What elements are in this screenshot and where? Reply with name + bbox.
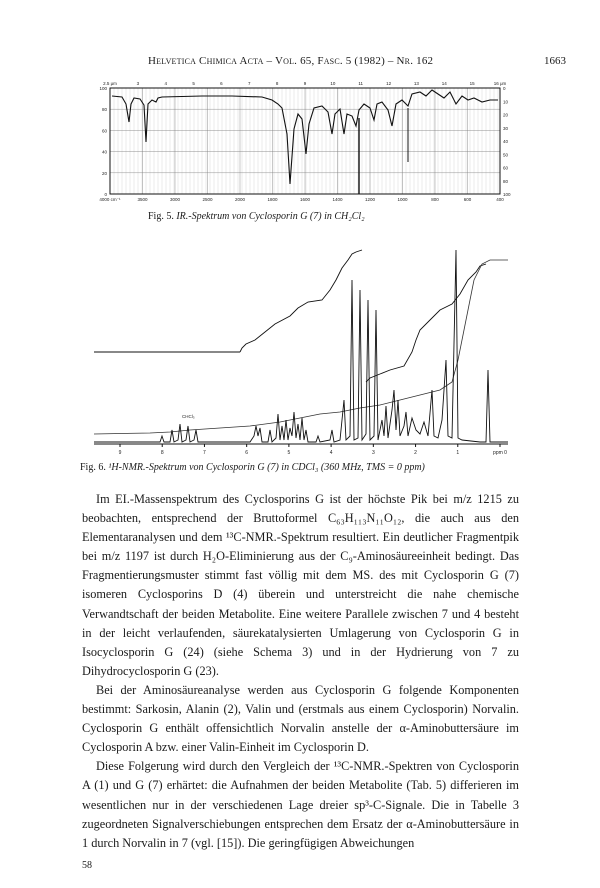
nmr-tick-label: 7 <box>203 450 206 456</box>
ir-bottom-tick: 2000 <box>234 197 246 202</box>
ir-top-tick: 10 <box>330 81 336 86</box>
ir-right-tick: 40 <box>503 139 509 144</box>
ir-bottom-tick: 1600 <box>299 197 311 202</box>
ir-left-tick: 80 <box>101 107 107 113</box>
nmr-trace <box>94 250 508 442</box>
nmr-tick-label: 8 <box>160 450 164 456</box>
paragraph-amino-acids: Bei der Aminosäureanalyse werden aus Cyclosporin G folgende Komponenten bestimmt: Sarkosin, Alanin (2), Valin und (erstmals aus einem Cyclosporin) Norvalin. Cyclosporin G enthält offensichtlich Norvalin anstelle der α-Aminobuttersäure im Cyclosporin A bzw. einer Valin-Einheit im Cyclosporin D. <box>82 682 519 755</box>
ir-top-tick: 3 <box>136 81 140 86</box>
ir-bottom-tick: 4000 cm⁻¹ <box>99 197 121 202</box>
nmr-tick-label: 1 <box>456 450 460 456</box>
ir-top-tick: 11 <box>358 81 364 86</box>
ir-left-tick: 60 <box>101 128 107 134</box>
nmr-integral-curve <box>94 250 486 382</box>
ir-bottom-tick: 3500 <box>137 197 148 202</box>
ir-right-tick: 50 <box>503 152 509 158</box>
ir-right-tick: 10 <box>503 99 509 105</box>
page-number: 1663 <box>544 55 566 67</box>
ir-right-tick: 60 <box>503 165 509 171</box>
figure5-label: Fig. 5. <box>148 211 174 222</box>
body-text <box>82 490 519 853</box>
ir-bottom-tick: 1400 <box>332 197 343 202</box>
solvent-label: CHCl₃ <box>182 414 195 419</box>
ir-top-tick: 16 μm <box>493 81 507 86</box>
ir-right-tick: 80 <box>503 178 509 184</box>
ir-left-tick: 100 <box>99 86 107 91</box>
ir-top-tick: 13 <box>413 81 419 86</box>
nmr-spectrum-plot <box>90 240 522 458</box>
nmr-tick-label: 4 <box>329 450 333 456</box>
ir-top-tick: 14 <box>441 81 447 86</box>
ir-bottom-tick: 800 <box>431 197 439 202</box>
ir-top-tick: 7 <box>248 81 251 86</box>
ir-right-tick: 30 <box>503 125 509 131</box>
ir-spectrum-figure <box>82 74 520 212</box>
ir-bottom-tick: 2500 <box>202 197 213 202</box>
figure5-caption-text: IR.-Spektrum von Cyclosporin G (7) in CH₂Cl₂ <box>173 211 365 222</box>
ir-top-tick: 4 <box>164 81 167 86</box>
journal-name: Helvetica Chimica Acta <box>148 55 264 67</box>
ir-bottom-tick: 1200 <box>364 197 376 202</box>
paragraph-ms: Im EI.-Massenspektrum des Cyclosporins G ist der höchste Pik bei m/z 1215 zu beobachten, entsprechend der Bruttoformel C₆₃H₁₁₃N₁₁O₁₂, die auch aus den Elementaranalysen und dem ¹³C-NMR.-Spektrum resultiert. Ein deutlicher Fragmentpik bei m/z 1197 ist durch H₂O-Eliminierung aus der C₉-Aminosäureeinheit bedingt. Das Fragmentierungsmuster stimmt fast völlig mit dem MS. des mit Cyclosporin G (7) isomeren Cyclosporins D (4) überein und unterstreicht die nahe chemische Verwandtschaft der beiden Metabolite. Eine weitere Parallele zwischen 7 und 4 besteht in der leicht verlaufenden, säurekatalysierten Umlagerung von Cyclosporin G in Isocyclosporin G (24) (siehe Schema 3) und in der Hydrierung von 7 zu Dihydrocyclosporin G (23). <box>82 492 519 678</box>
ir-left-tick: 40 <box>101 149 107 155</box>
ir-right-tick: 100 <box>503 192 511 197</box>
figure6-label: Fig. 6. <box>80 462 106 473</box>
nmr-tick-label: ppm 0 <box>493 450 507 456</box>
nmr-spectrum-figure <box>90 240 522 458</box>
ir-bottom-tick: 3000 <box>169 197 181 202</box>
figure6-caption <box>80 462 560 473</box>
ir-top-tick: 2.5 μm <box>103 81 117 86</box>
nmr-tick-label: 6 <box>245 450 249 456</box>
ir-bottom-tick: 1000 <box>397 197 408 202</box>
ir-left-tick: 20 <box>101 170 107 176</box>
nmr-tick-label: 5 <box>287 450 291 456</box>
nmr-integral-tail <box>94 260 508 434</box>
journal-volume: – Vol. 65, Fasc. 5 (1982) – Nr. 162 <box>263 55 434 67</box>
paragraph-13c-nmr: Diese Folgerung wird durch den Vergleich der ¹³C-NMR.-Spektren von Cyclosporin A (1) und G (7) erhärtet: die Aufnahmen der beiden Metabolite (Tab. 5) differieren im wesentlichen nur in der verschiedenen Lage dreier sp³-C-Signale. Die in Tabelle 3 zugeordneten Signalverschiebungen entsprechen dem Ersatz der α-Aminobuttersäure in 1 durch Norvalin in 7 (vgl. [15]). Die geringfügigen Abweichungen <box>82 759 519 850</box>
ir-bottom-tick: 600 <box>463 197 472 202</box>
nmr-tick-label: 9 <box>118 450 122 456</box>
ir-spectrum-plot <box>82 74 520 212</box>
ir-bottom-tick: 1800 <box>267 197 278 202</box>
ir-right-tick: 0 <box>503 86 506 91</box>
running-header <box>148 55 568 67</box>
ir-top-tick: 15 <box>469 81 475 86</box>
ir-top-tick: 9 <box>303 81 307 86</box>
ir-right-tick: 20 <box>503 112 509 118</box>
ir-top-tick: 12 <box>386 81 392 86</box>
ir-top-tick: 8 <box>275 81 279 86</box>
sheet-number: 58 <box>82 860 92 871</box>
ir-bottom-tick: 400 <box>496 197 504 202</box>
nmr-tick-label: 2 <box>414 450 417 456</box>
figure6-caption-text: ¹H-NMR.-Spektrum von Cyclosporin G (7) in CDCl₃ (360 MHz, TMS = 0 ppm) <box>105 462 425 473</box>
ir-left-tick: 0 <box>104 192 107 197</box>
ir-top-tick: 5 <box>192 81 195 86</box>
ir-top-tick: 6 <box>220 81 223 86</box>
nmr-tick-label: 3 <box>371 450 375 456</box>
figure5-caption <box>148 211 488 222</box>
